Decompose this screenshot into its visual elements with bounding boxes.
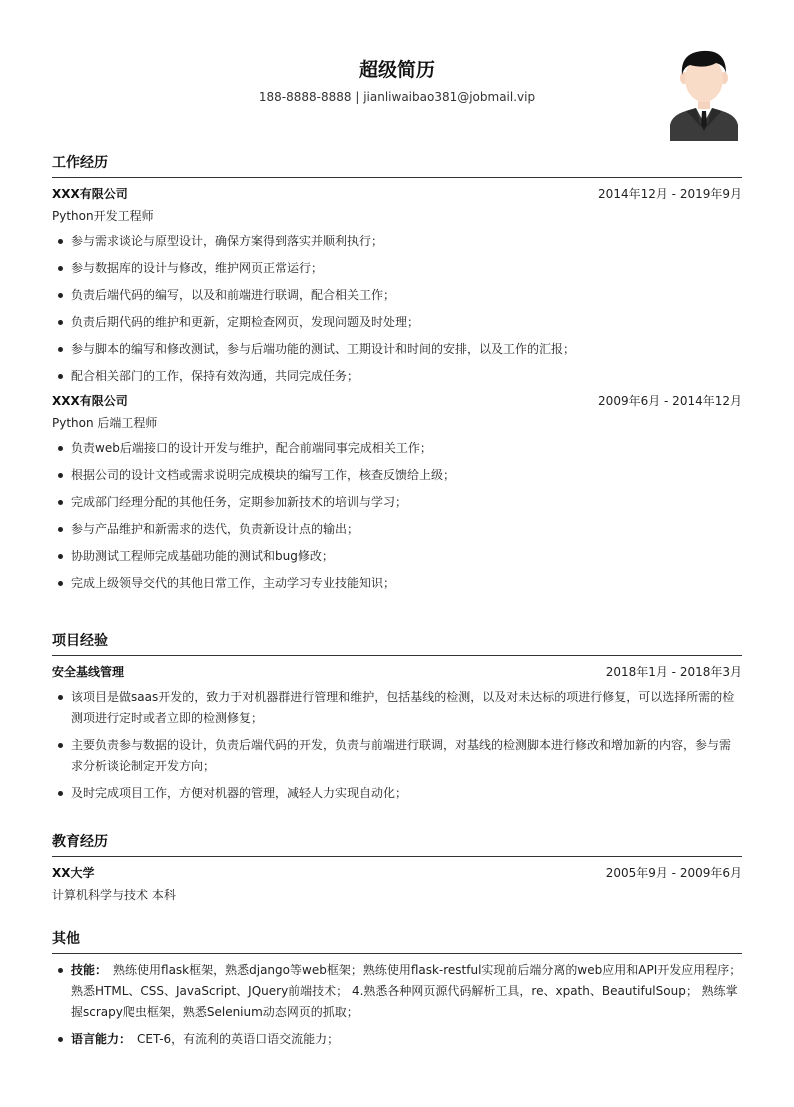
list-item: 负责后端代码的编写，以及和前端进行联调，配合相关工作； [52, 285, 742, 306]
list-item: 协助测试工程师完成基础功能的测试和bug修改； [52, 546, 742, 567]
job-role: Python 后端工程师 [52, 416, 158, 430]
project-name: 安全基线管理 [52, 665, 125, 679]
language-item [52, 1029, 742, 1050]
project-header [52, 661, 742, 683]
job-date: 2014年12月 - 2019年9月 [598, 187, 742, 201]
work-section [52, 152, 742, 600]
skills-label: 技能： [71, 963, 108, 977]
school-name: XX大学 [52, 866, 95, 880]
list-item: 主要负责参与数据的设计，负责后端代码的开发，负责与前端进行联调，对基线的检测脚本进行修改和增加新的内容，参与需求分析谈论制定开发方向； [52, 735, 742, 777]
project-duties [52, 687, 742, 804]
list-item: 配合相关部门的工作，保持有效沟通，共同完成任务； [52, 366, 742, 387]
resume-name: 超级简历 [358, 59, 435, 81]
language-text: CET-6，有流利的英语口语交流能力； [137, 1032, 340, 1046]
avatar [668, 45, 740, 141]
skills-text: 熟练使用flask框架，熟悉django等web框架；熟练使用flask-restful实现前后端分离的web应用和API开发应用程序；熟悉HTML、CSS、JavaScript、JQuery前端技术； 4.熟悉各种网页源代码解析工具，re、xpath、BeautifulSoup； 熟练掌握scrapy爬虫框架，熟悉Selenium动态网页的抓取； [71, 963, 742, 1019]
list-item: 负责后期代码的维护和更新，定期检查网页，发现问题及时处理； [52, 312, 742, 333]
list-item: 负责web后端接口的设计开发与维护，配合前端同事完成相关工作； [52, 438, 742, 459]
section-title-projects: 项目经验 [52, 633, 108, 649]
company-name: XXX有限公司 [52, 187, 128, 201]
job-header [52, 390, 742, 412]
skills-item [52, 960, 742, 1023]
job-role: Python开发工程师 [52, 209, 154, 223]
list-item: 完成上级领导交代的其他日常工作，主动学习专业技能知识； [52, 573, 742, 594]
list-item: 及时完成项目工作，方便对机器的管理，减轻人力实现自动化； [52, 783, 742, 804]
list-item: 参与脚本的编写和修改测试，参与后端功能的测试、工期设计和时间的安排，以及工作的汇报； [52, 339, 742, 360]
job-duties [52, 231, 742, 387]
list-item: 该项目是做saas开发的，致力于对机器群进行管理和维护，包括基线的检测，以及对未达标的项进行修复，可以选择所需的检测项进行定时或者立即的检测修复； [52, 687, 742, 729]
section-title-education: 教育经历 [52, 834, 108, 850]
education-date: 2005年9月 - 2009年6月 [605, 866, 742, 880]
section-divider [52, 953, 742, 954]
section-divider [52, 655, 742, 656]
list-item: 完成部门经理分配的其他任务，定期参加新技术的培训与学习； [52, 492, 742, 513]
company-name: XXX有限公司 [52, 394, 128, 408]
list-item: 参与产品维护和新需求的迭代，负责新设计点的输出； [52, 519, 742, 540]
list-item: 参与数据库的设计与修改，维护网页正常运行； [52, 258, 742, 279]
section-title-other: 其他 [52, 931, 80, 947]
education-section [52, 831, 742, 906]
section-title-work: 工作经历 [52, 155, 108, 171]
other-section [52, 928, 742, 1056]
job-duties [52, 438, 742, 594]
job-header [52, 183, 742, 205]
projects-section [52, 630, 742, 810]
list-item: 参与需求谈论与原型设计，确保方案得到落实并顺利执行； [52, 231, 742, 252]
section-divider [52, 856, 742, 857]
contact-info: 188-8888-8888 | jianliwaibao381@jobmail.vip [258, 90, 536, 104]
education-header [52, 862, 742, 884]
project-date: 2018年1月 - 2018年3月 [605, 665, 742, 679]
list-item: 根据公司的设计文档或需求说明完成模块的编写工作，核查反馈给上级； [52, 465, 742, 486]
language-label: 语言能力： [71, 1032, 132, 1046]
job-date: 2009年6月 - 2014年12月 [598, 394, 742, 408]
section-divider [52, 177, 742, 178]
other-list [52, 960, 742, 1050]
education-major: 计算机科学与技术 本科 [52, 888, 176, 902]
